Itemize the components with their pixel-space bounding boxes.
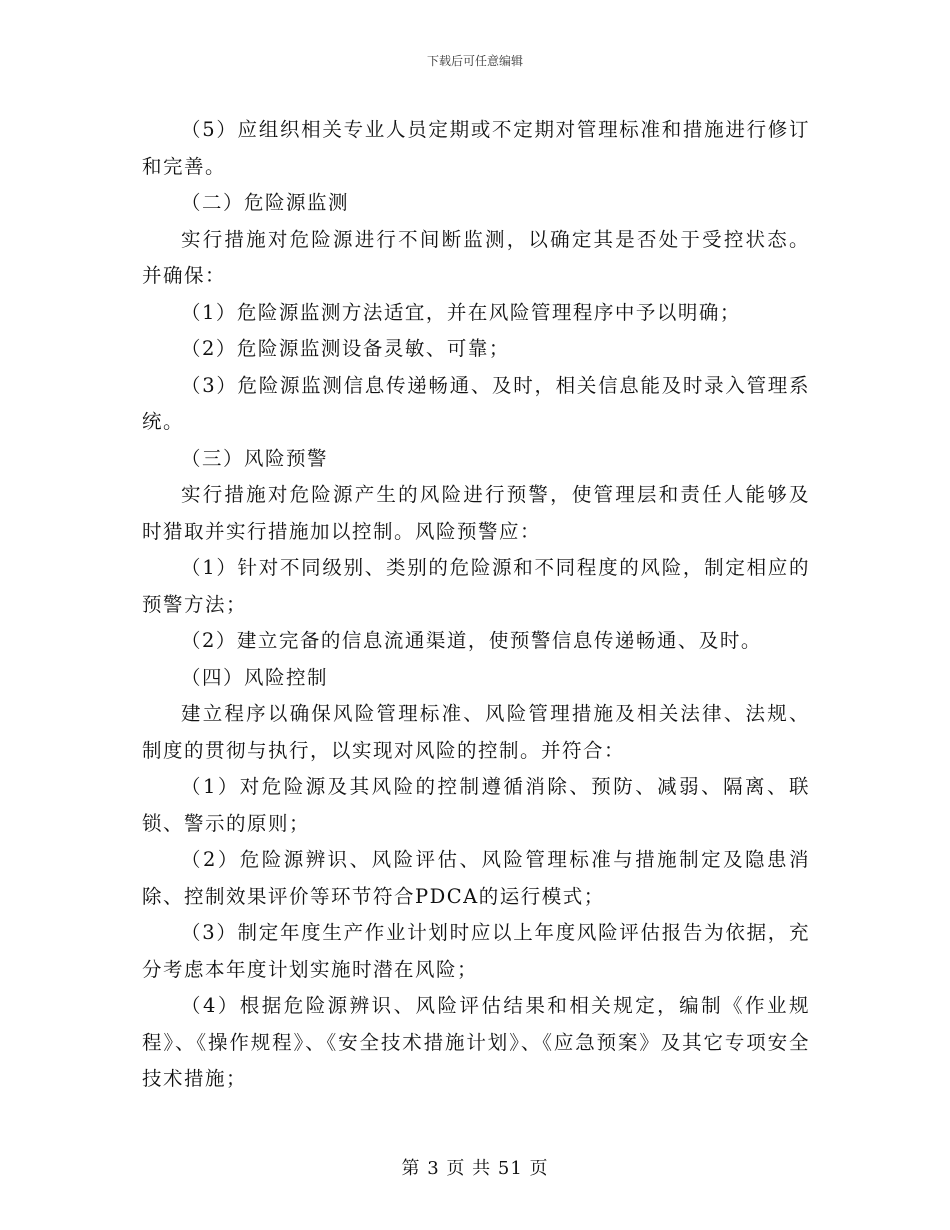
paragraph: 实行措施对危险源进行不间断监测，以确定其是否处于受控状态。并确保：	[142, 227, 810, 287]
list-item: （2）建立完备的信息流通渠道，使预警信息传递畅通、及时。	[181, 629, 762, 652]
section-heading: （四）风险控制	[181, 665, 329, 689]
list-item: （1）针对不同级别、类别的危险源和不同程度的风险，制定相应的预警方法；	[142, 556, 810, 616]
paragraph: （5）应组织相关专业人员定期或不定期对管理标准和措施进行修订和完善。	[142, 118, 810, 178]
paragraph: 实行措施对危险源产生的风险进行预警，使管理层和责任人能够及时猎取并实行措施加以控制。风险预警应：	[142, 483, 810, 543]
section-heading: （三）风险预警	[181, 446, 329, 470]
list-item: （3）危险源监测信息传递畅通、及时，相关信息能及时录入管理系统。	[142, 373, 810, 433]
document-body	[142, 112, 810, 1098]
footer-page-number: 3	[427, 1158, 440, 1179]
list-item: （2）危险源监测设备灵敏、可靠；	[181, 337, 510, 360]
footer-middle: 页 共	[446, 1158, 492, 1179]
list-item: （4）根据危险源辨识、风险评估结果和相关规定，编制《作业规程》、《操作规程》、《安全技术措施计划》、《应急预案》及其它专项安全技术措施；	[142, 994, 810, 1090]
header-note: 下载后可任意编辑	[426, 54, 523, 68]
section-heading: （二）危险源监测	[181, 191, 350, 214]
paragraph: 建立程序以确保风险管理标准、风险管理措施及相关法律、法规、制度的贯彻与执行，以实现对风险的控制。并符合：	[142, 702, 810, 762]
list-item: （1）危险源监测方法适宜，并在风险管理程序中予以明确；	[181, 300, 741, 324]
footer-total-pages: 51	[497, 1158, 523, 1179]
list-item: （2）危险源辨识、风险评估、风险管理标准与措施制定及隐患消除、控制效果评价等环节符合PDCA的运行模式；	[142, 848, 810, 908]
list-item: （3）制定年度生产作业计划时应以上年度风险评估报告为依据，充分考虑本年度计划实施时潜在风险；	[142, 921, 810, 981]
list-item: （1）对危险源及其风险的控制遵循消除、预防、减弱、隔离、联锁、警示的原则；	[142, 775, 810, 835]
page-footer	[0, 1154, 950, 1180]
footer-suffix: 页	[529, 1158, 549, 1179]
footer-prefix: 第	[401, 1158, 421, 1179]
